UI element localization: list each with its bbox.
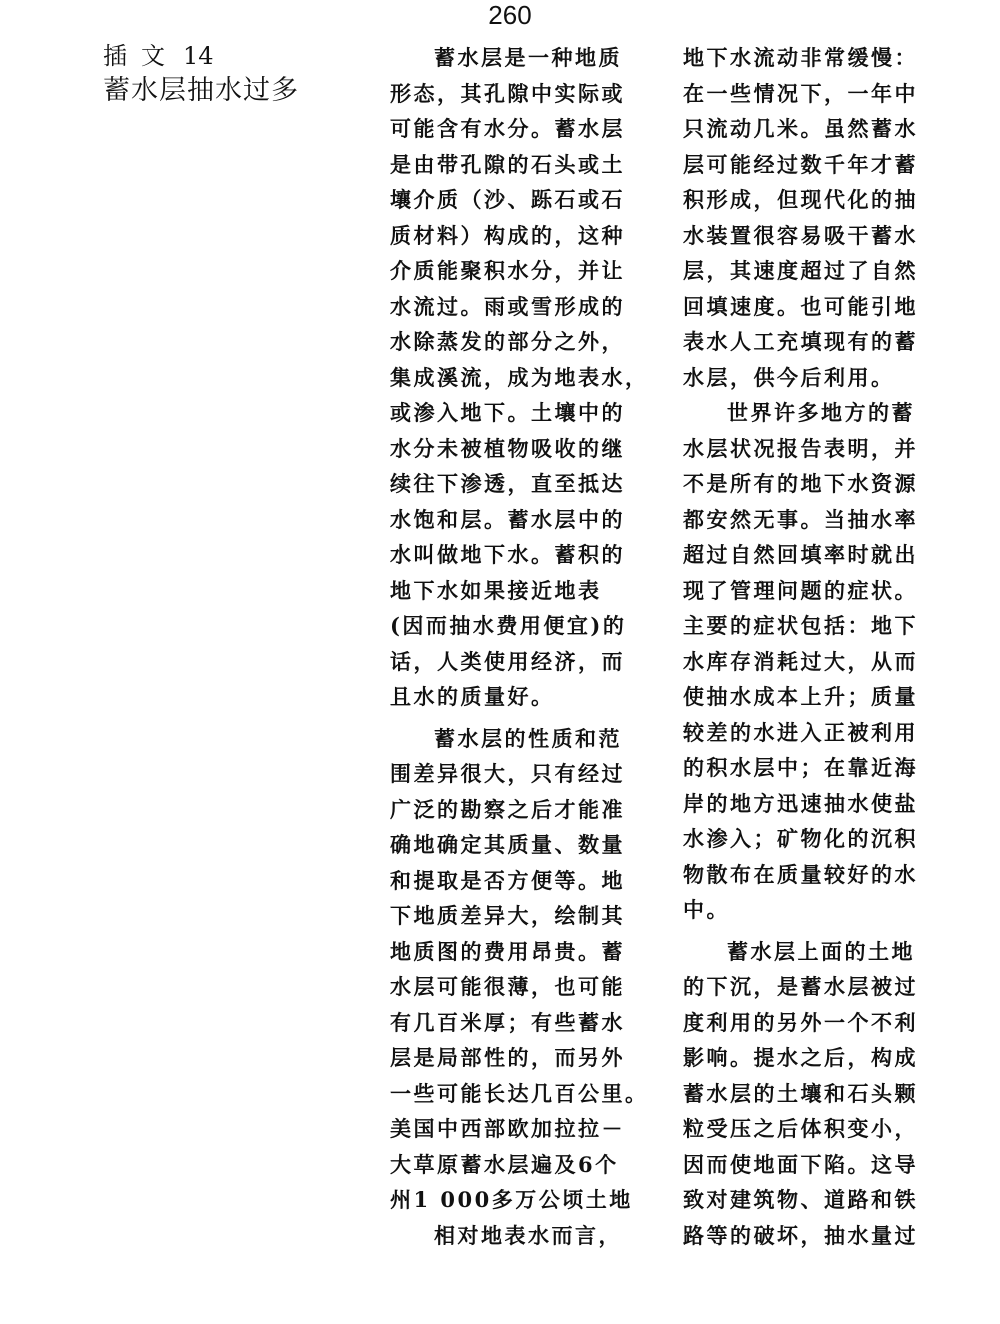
text-line: 主要的症状包括：地下 bbox=[683, 613, 918, 638]
text-line: 回填速度。也可能引地 bbox=[683, 293, 918, 319]
text-line: 在一些情况下，一年中 bbox=[683, 80, 918, 106]
box-number: 14 bbox=[183, 42, 214, 70]
text-line: 蓄水层是一种地质 bbox=[434, 45, 622, 70]
text-line: 都安然无事。当抽水率 bbox=[683, 506, 918, 532]
text-line: 蓄水层的土壤和石头颗 bbox=[683, 1080, 918, 1106]
text-line: 地质图的费用昂贵。蓄 bbox=[390, 938, 625, 964]
text-line: 水分未被植物吸收的继 bbox=[390, 435, 625, 461]
text-line: 是由带孔隙的石头或土 bbox=[390, 151, 625, 177]
text-line: 积形成，但现代化的抽 bbox=[683, 187, 918, 212]
box-title: 蓄水层抽水过多 bbox=[103, 75, 299, 106]
text-line: 水饱和层。蓄水层中的 bbox=[390, 506, 625, 532]
text-line: 州1 000多万公顷土地 bbox=[390, 1187, 633, 1212]
text-line: 下地质差异大，绘制其 bbox=[390, 903, 625, 928]
text-line: 层，其速度超过了自然 bbox=[683, 258, 918, 283]
text-line: 美国中西部欧加拉拉－ bbox=[390, 1116, 625, 1141]
text-line: 度利用的另外一个不利 bbox=[683, 1009, 918, 1035]
text-line: 的积水层中；在靠近海 bbox=[683, 755, 918, 780]
text-line: 的下沉，是蓄水层被过 bbox=[683, 974, 918, 999]
text-line: 水层状况报告表明，并 bbox=[683, 435, 918, 461]
text-line: 水除蒸发的部分之外， bbox=[390, 329, 625, 354]
text-line: 围差异很大，只有经过 bbox=[390, 761, 625, 786]
box-label-text: 插文 bbox=[103, 42, 179, 70]
text-line: 较差的水进入正被利用 bbox=[683, 719, 918, 745]
text-line: 地下水流动非常缓慢： bbox=[683, 45, 918, 70]
text-line: (因而抽水费用便宜)的 bbox=[390, 613, 627, 638]
text-line: 大草原蓄水层遍及6个 bbox=[390, 1151, 619, 1177]
text-line: 地下水如果接近地表 bbox=[390, 577, 602, 603]
text-line: 影响。提水之后，构成 bbox=[683, 1045, 918, 1070]
text-line: 中。 bbox=[683, 897, 730, 922]
text-line: 现了管理问题的症状。 bbox=[683, 577, 918, 603]
text-line: 水流过。雨或雪形成的 bbox=[390, 293, 625, 319]
box-sidebar bbox=[103, 42, 373, 108]
text-line: 水库存消耗过大，从而 bbox=[683, 648, 918, 674]
text-line: 使抽水成本上升；质量 bbox=[683, 684, 918, 709]
text-line: 蓄水层的性质和范 bbox=[434, 725, 622, 751]
text-line: 相对地表水而言， bbox=[434, 1222, 622, 1248]
text-line: 水层可能很薄，也可能 bbox=[390, 974, 625, 999]
text-line: 世界许多地方的蓄 bbox=[727, 400, 915, 425]
text-line: 话，人类使用经济，而 bbox=[390, 648, 625, 674]
text-line: 层可能经过数千年才蓄 bbox=[683, 151, 918, 177]
text-line: 只流动几米。虽然蓄水 bbox=[683, 116, 918, 141]
page-number: 260 bbox=[488, 0, 532, 30]
text-line: 介质能聚积水分，并让 bbox=[390, 258, 625, 283]
text-line: 水叫做地下水。蓄积的 bbox=[390, 542, 625, 567]
text-line: 水渗入；矿物化的沉积 bbox=[683, 826, 918, 851]
text-line: 或渗入地下。土壤中的 bbox=[390, 400, 625, 425]
text-line: 层是局部性的，而另外 bbox=[390, 1045, 625, 1070]
text-line: 可能含有水分。蓄水层 bbox=[390, 116, 625, 141]
text-line: 确地确定其质量、数量 bbox=[390, 832, 625, 857]
text-line: 路等的破坏，抽水量过 bbox=[683, 1222, 918, 1248]
text-line: 粒受压之后体积变小， bbox=[683, 1116, 918, 1141]
text-line: 续往下渗透，直至抵达 bbox=[390, 471, 625, 496]
text-column-right bbox=[683, 40, 943, 1253]
text-line: 岸的地方迅速抽水使盐 bbox=[683, 790, 918, 816]
text-line: 物散布在质量较好的水 bbox=[683, 861, 918, 887]
text-line: 因而使地面下陷。这导 bbox=[683, 1151, 918, 1177]
text-line: 形态，其孔隙中实际或 bbox=[390, 80, 625, 106]
text-line: 广泛的勘察之后才能准 bbox=[390, 796, 625, 822]
text-line: 有几百米厚；有些蓄水 bbox=[390, 1009, 625, 1035]
text-line: 致对建筑物、道路和铁 bbox=[683, 1187, 918, 1212]
text-line: 壤介质（沙、跞石或石 bbox=[390, 187, 625, 212]
text-line: 不是所有的地下水资源 bbox=[683, 471, 918, 496]
box-label bbox=[103, 42, 373, 70]
text-line: 一些可能长达几百公里。 bbox=[390, 1080, 649, 1106]
text-line: 超过自然回填率时就出 bbox=[683, 542, 918, 567]
text-line: 表水人工充填现有的蓄 bbox=[683, 329, 918, 354]
text-line: 水装置很容易吸干蓄水 bbox=[683, 222, 918, 248]
text-line: 水层，供今后利用。 bbox=[683, 364, 895, 390]
text-line: 质材料）构成的，这种 bbox=[390, 222, 625, 248]
text-line: 蓄水层上面的土地 bbox=[727, 938, 915, 964]
text-line: 和提取是否方便等。地 bbox=[390, 867, 625, 893]
text-column-left bbox=[390, 40, 650, 1253]
text-line: 集成溪流，成为地表水， bbox=[390, 364, 649, 390]
text-line: 且水的质量好。 bbox=[390, 684, 555, 709]
